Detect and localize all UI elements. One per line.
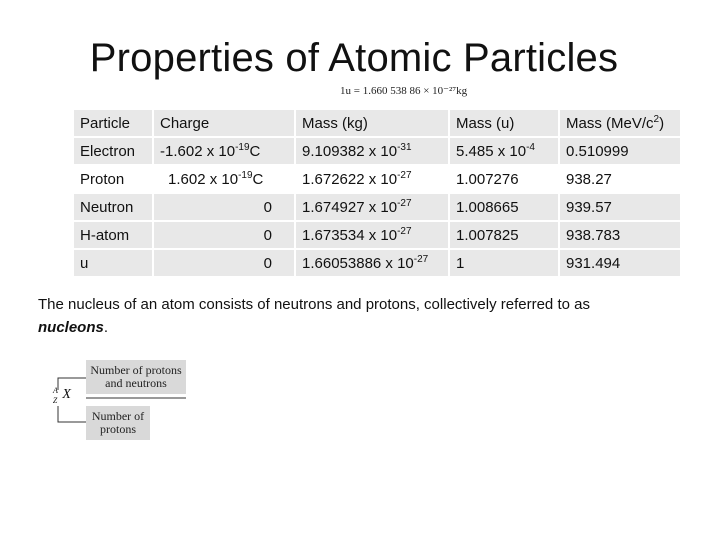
particle-mass-mev: 931.494	[558, 250, 680, 276]
page-title: Properties of Atomic Particles	[89, 36, 619, 80]
nucleons-term: nucleons	[38, 319, 104, 336]
particle-charge: 0	[152, 194, 294, 220]
atomic-number-label-line1: Number of	[91, 409, 145, 423]
table-row	[74, 166, 680, 192]
unit-formula: 1u = 1.660 538 86 × 10⁻²⁷kg	[340, 85, 468, 97]
nuclide-notation-diagram	[50, 360, 200, 444]
particle-mass-u: 1.007825	[448, 222, 558, 248]
atomic-number-subscript: Z	[52, 396, 58, 405]
table-header-row	[74, 110, 680, 136]
particle-mass-mev: 939.57	[558, 194, 680, 220]
particle-mass-kg: 1.674927 x $10^{-27}$	[294, 194, 448, 220]
element-symbol	[53, 387, 71, 403]
particle-table	[74, 108, 680, 278]
particle-mass-kg: 9.109382 x $10^{-31}$	[294, 138, 448, 164]
atomic-number-label	[86, 406, 150, 440]
particle-mass-u: 1	[448, 250, 558, 276]
particle-mass-kg: 1.673534 x $10^{-27}$	[294, 222, 448, 248]
symbol-letter: X	[62, 387, 71, 402]
table-row	[74, 194, 680, 220]
header-particle: Particle	[74, 110, 152, 136]
mass-number-label	[86, 360, 186, 394]
header-mass-mev: Mass $(MeV/c^2)$	[558, 110, 680, 136]
header-charge: Charge	[152, 110, 294, 136]
particle-mass-u: 1.008665	[448, 194, 558, 220]
header-mass-u: Mass (u)	[448, 110, 558, 136]
particle-mass-mev: 938.783	[558, 222, 680, 248]
paragraph-text: The nucleus of an atom consists of neutrons and protons, collectively referred to as	[38, 296, 590, 313]
particle-charge: 1.602 x $10^{-19}C$	[152, 166, 294, 192]
particle-charge: -1.602 x $10^{-19}C$	[152, 138, 294, 164]
particle-charge: 0	[152, 250, 294, 276]
paragraph-period: .	[103, 319, 109, 336]
particle-mass-kg: 1.672622 x $10^{-27}$	[294, 166, 448, 192]
particle-mass-u: 1.007276	[448, 166, 558, 192]
particle-mass-mev: 938.27	[558, 166, 680, 192]
particle-mass-kg: 1.66053886 x $10^{-27}$	[294, 250, 448, 276]
table-row	[74, 250, 680, 276]
table-row	[74, 222, 680, 248]
particle-charge: 0	[152, 222, 294, 248]
table-row	[74, 138, 680, 164]
particle-name: Electron	[74, 138, 152, 164]
nucleon-paragraph	[38, 293, 638, 339]
mass-number-label-line2: and neutrons	[105, 376, 167, 390]
particle-name: H-atom	[74, 222, 152, 248]
mass-number-superscript: A	[53, 386, 58, 395]
particle-name: Proton	[80, 170, 125, 188]
particle-name: u	[74, 250, 152, 276]
particle-name: Neutron	[74, 194, 152, 220]
particle-mass-mev: 0.510999	[558, 138, 680, 164]
header-mass-kg: Mass (kg)	[294, 110, 448, 136]
mass-number-label-line1: Number of protons	[90, 363, 182, 377]
particle-mass-u: 5.485 x $10^{-4}$	[448, 138, 558, 164]
atomic-number-label-line2: protons	[100, 422, 136, 436]
